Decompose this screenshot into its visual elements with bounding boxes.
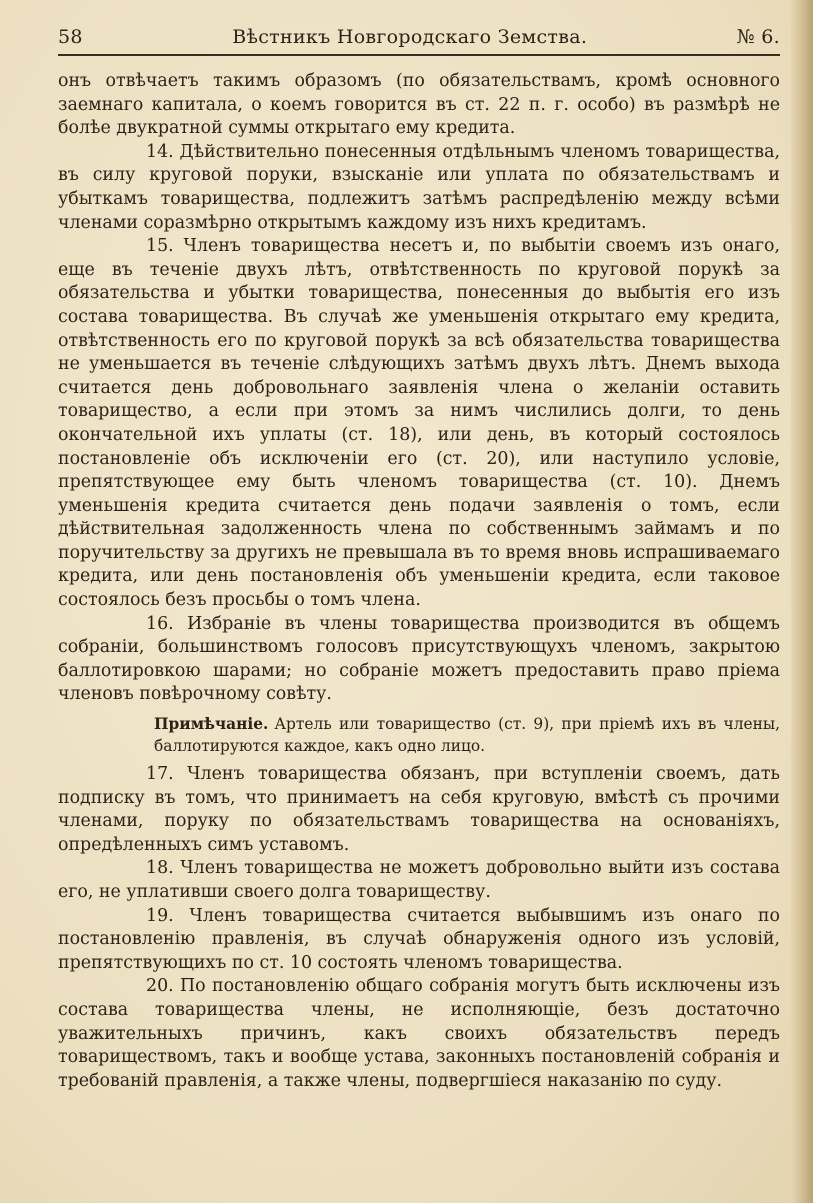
paragraph-18: 18. Членъ товарищества не можетъ добровольно выйти изъ состава его, не уплативши своего долга товариществу.: [58, 858, 780, 902]
paragraph-20: 20. По постановленію общаго собранія могутъ быть исключены изъ состава товарищества члены, не исполняющіе, безъ достаточно уважительныхъ причинъ, какъ своихъ обязательствъ передъ товариществомъ, такъ и вообще устава, законныхъ постановленій собранія и требованій правленія, а также члены, подвергшіеся наказанію по суду.: [58, 976, 780, 1091]
paragraph-17: 17. Членъ товарищества обязанъ, при вступленіи своемъ, дать подписку въ томъ, что принимаетъ на себя круговую, вмѣстѣ съ прочими членами, поруку по обязательствамъ товарищества на основаніяхъ, опредѣленныхъ симъ уставомъ.: [58, 764, 780, 855]
page-number: 58: [58, 26, 83, 48]
paragraph-19: 19. Членъ товарищества считается выбывшимъ изъ онаго по постановленію правленія, въ случаѣ обнаруженія одного изъ условій, препятствующихъ по ст. 10 состоять членомъ товарищества.: [58, 905, 780, 973]
note: [58, 713, 780, 757]
note-label: Примѣчаніе.: [154, 715, 269, 734]
issue-number: № 6.: [736, 26, 780, 48]
header-rule: [58, 54, 780, 56]
paragraph-15: 15. Членъ товарищества несетъ и, по выбытіи своемъ изъ онаго, еще въ теченіе двухъ лѣтъ, отвѣтственность по круговой порукѣ за обязательства и убытки товарищества, понесенныя до выбытія его изъ состава товарищества. Въ случаѣ же уменьшенія открытаго ему кредита, отвѣтственность его по круговой порукѣ за всѣ обязательства товарищества не уменьшается въ теченіе слѣдующихъ затѣмъ двухъ лѣтъ. Днемъ выхода считается день добровольнаго заявленія члена о желаніи оставить товарищество, а если при этомъ за нимъ числились долги, то день окончательной ихъ уплаты (ст. 18), или день, въ который состоялось постановленіе объ исключеніи его (ст. 20), или наступило условіе, препятствующее ему быть членомъ товарищества (ст. 10). Днемъ уменьшенія кредита считается день подачи заявленія о томъ, если дѣйствительная задолженность члена по собственнымъ займамъ и по поручительству за другихъ не превышала въ то время вновь испрашиваемаго кредита, или день постановленія объ уменьшеніи кредита, если таковое состоялось безъ просьбы о томъ члена.: [58, 236, 780, 611]
journal-title: Вѣстникъ Новгородскаго Земства.: [232, 26, 588, 48]
paragraph-16: 16. Избраніе въ члены товарищества производится въ общемъ собраніи, большинствомъ голосовъ присутствующухъ членомъ, закрытою баллотировкою шарами; но собраніе можетъ предоставить право пріема членовъ повѣрочному совѣту.: [58, 613, 780, 705]
paragraph-continuation: онъ отвѣчаетъ такимъ образомъ (по обязательствамъ, кромѣ основного заемнаго капитала, о коемъ говорится въ ст. 22 п. г. особо) въ размѣрѣ не болѣе двукратной суммы открытаго ему кредита.: [58, 71, 780, 139]
note-text: Артель или товарищество (ст. 9), при пріемѣ ихъ въ члены, баллотируются каждое, какъ одно лицо.: [154, 715, 780, 756]
body-text: [58, 70, 780, 1093]
page-edge: [791, 0, 813, 1203]
page-header: [58, 22, 780, 52]
paragraph-14: 14. Дѣйствительно понесенныя отдѣльнымъ членомъ товарищества, въ силу круговой поруки, взысканіе или уплата по обязательствамъ и убыткамъ товарищества, подлежитъ затѣмъ распредѣленію между всѣми членами соразмѣрно открытымъ каждому изъ нихъ кредитамъ.: [58, 141, 780, 233]
